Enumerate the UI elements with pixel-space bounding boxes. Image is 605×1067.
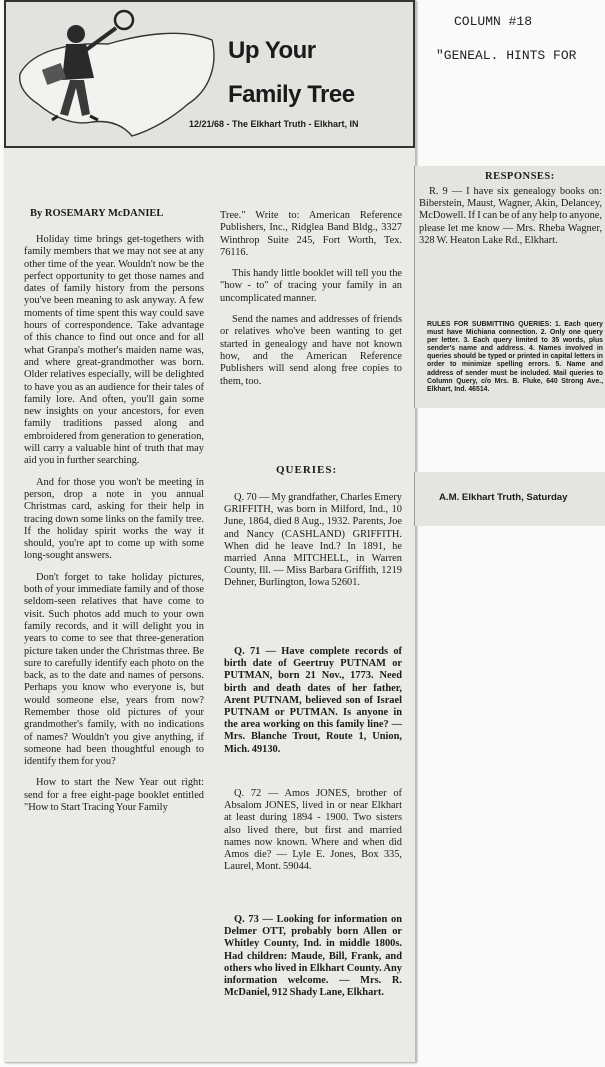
article-paragraph: This handy little booklet will tell you the "how - to" of tracing your family in an uncomplicated manner.: [220, 268, 402, 304]
column-subject: "GENEAL. HINTS FOR: [436, 48, 577, 63]
responses-clipping: [414, 166, 605, 408]
newspaper-clipping: [4, 0, 416, 1062]
query-70: Q. 70 — My grandfather, Charles Emery GRIFFITH, was born in Milford, Ind., 10 June, 1864, died 8 Aug., 1932. Parents, Joe and Nancy (CASHLAND) GRIFFITH. When did he leave Ind.? In 1891, he married Anna MITCHELL, in Warren County, Ill. — Miss Barbara Griffith, 1219 Dehner, Burlington, Iowa 52601.: [224, 492, 402, 589]
article-paragraph: Holiday time brings get-togethers with family members that we may not see at any other time of the year. Wouldn't now be the perfect opportunity to get those names and dates of family history from the persons you've been meaning to ask anyway. A few moments of time spent this way could save hours of correspondence. Take advantage of this chance to find out once and for all what Granpa's mother's maiden name was, and where great-grandmother was born. Older relatives especially, will be delighted to have you as an audience for their tales of family lore. And often, you'll gain some new insights on your ancestors, for even family traditions passed along and embroidered from generation to generation, will carry a valuable hint of truth that may aid you in further searching.: [24, 234, 204, 467]
article-paragraph: Tree." Write to: American Reference Publishers, Inc., Ridglea Band Bldg., 3327 Winthrop Suite 245, Fort Worth, Tex. 76116.: [220, 210, 402, 258]
article-paragraph: How to start the New Year out right: send for a free eight-page booklet entitled "How to Start Tracing Your Family: [24, 777, 204, 814]
responses-heading: RESPONSES:: [485, 171, 555, 182]
newspaper-name: A.M. Elkhart Truth, Saturday: [439, 492, 568, 503]
column-title-line1: Up Your: [228, 37, 316, 64]
query-72: Q. 72 — Amos JONES, brother of Absalom JONES, lived in or near Elkhart at least during 1894 - 1900. Two sisters also lived there, but first and married names now known. Where and when did Amos die? — Lyle E. Jones, Box 335, Laurel, Mont. 59044.: [224, 788, 402, 873]
article-column-1: [24, 234, 204, 823]
newspaper-name-strip: [414, 472, 605, 526]
query-71: Q. 71 — Have complete records of birth date of Geertruy PUTNAM or PUTMAN, born 21 Nov., 1773. Need birth and death dates of her father, Arent PUTNAM, believed son of Israel PUTNAM or PUTMAN. Is anyone in the area working on this family line? — Mrs. Blanche Trout, Route 1, Union, Mich. 49130.: [224, 646, 402, 755]
column-number: COLUMN #18: [454, 14, 533, 29]
article-paragraph: Don't forget to take holiday pictures, both of your immediate family and of those seldom-seen relatives that have come to visit. Such photos add much to your own family records, and it will delight you in years to come to see that three-generation picture taken under the Christmas three. Be sure to carefully identify each photo on the back, as to the date and names of persons. Perhaps you know who everyone is, but would someone else, years from now? Remember those old pictures of your grandmother's family, with no indications of names? Wouldn't you give anything, if someone had been thoughtful enough to identify them for you?: [24, 571, 204, 768]
column-banner: [4, 0, 415, 148]
dateline: 12/21/68 - The Elkhart Truth - Elkhart, IN: [189, 119, 359, 129]
query-73: Q. 73 — Looking for information on Delmer OTT, probably born Allen or Whitley County, Ind. in middle 1800s. Had children: Maude, Bill, Frank, and others who lived in Elkhart County. Any information welcome. — Mrs. R. McDaniel, 912 Shady Lane, Elkhart.: [224, 914, 402, 999]
queries-heading: QUERIES:: [276, 464, 338, 476]
article-column-2: [220, 210, 402, 397]
column-title-line2: Family Tree: [228, 81, 355, 108]
article-paragraph: And for those you won't be meeting in person, drop a note in you annual Christmas card, asking for their help in tracing down some links on the family tree. If the holiday spirit works the way it should, you're apt to come up with some long-sought answers.: [24, 476, 204, 562]
query-rules: RULES FOR SUBMITTING QUERIES: 1. Each query must have Michiana connection. 2. Only one query per letter. 3. Each query limited to 35 words, plus sender's name and address. 4. Names involved in queries should be typed or printed in capital letters in order to minimize spelling errors. 5. Name and address of sender must be included. Mail queries to Column Query, c/o Mrs. B. Fluke, 640 Strong Ave., Elkhart, Ind. 46514.: [427, 321, 603, 393]
response-9: R. 9 — I have six genealogy books on: Biberstein, Maust, Wagner, Akin, Delancey, McDowell. If I can be of any help to anyone, please let me know — Mrs. Rheba Wagner, 328 W. Heaton Lake Rd., Elkhart.: [419, 186, 602, 246]
byline: By ROSEMARY McDANIEL: [30, 208, 164, 219]
article-paragraph: Send the names and addresses of friends or relatives who've been wanting to get started in genealogy and have not known how, and the American Reference Publishers will send along free copies to them, too.: [220, 314, 402, 387]
